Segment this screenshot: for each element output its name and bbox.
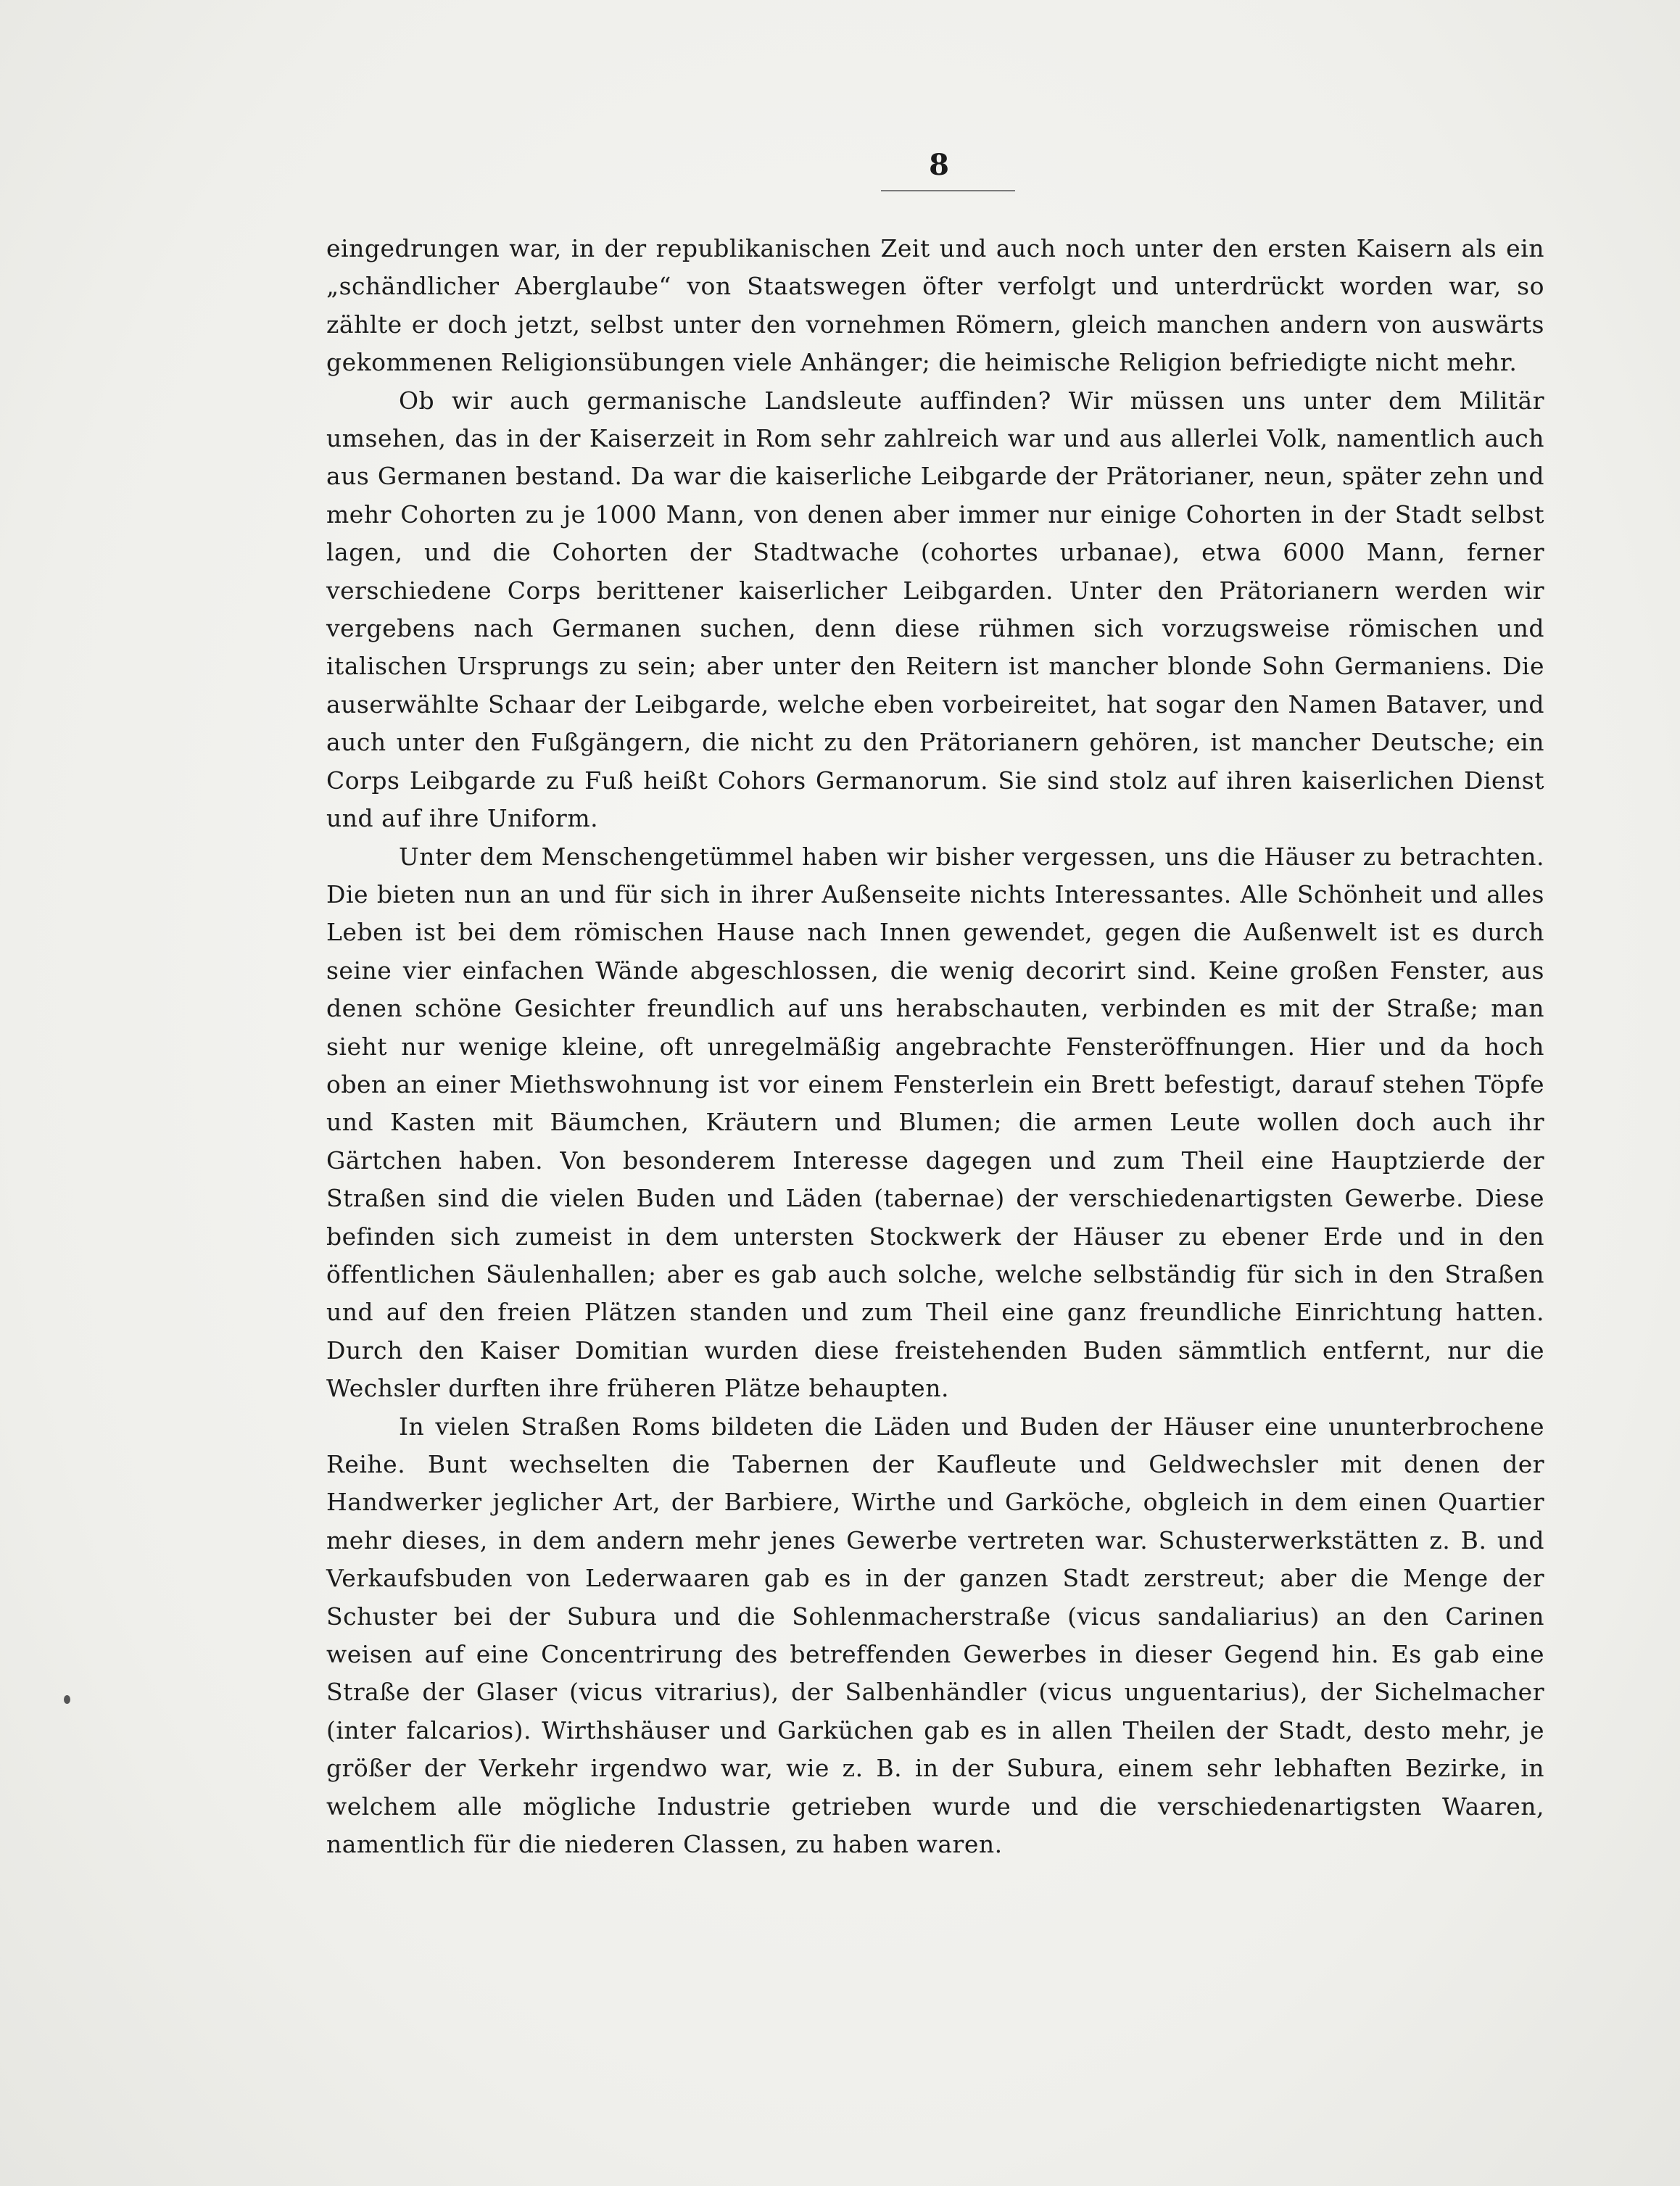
paragraph-continued: eingedrungen war, in der republikanischen Zeit und auch noch unter den ersten Kaisern als ein „schändlicher Aberglaube“ von Staatswegen öfter verfolgt und unterdrückt worden war, so zählte er doch jetzt, selbst unter den vornehmen Römern, gleich manchen andern von auswärts gekommenen Religionsübungen viele Anhänger; die heimische Religion befriedigte nicht mehr.	[326, 234, 1544, 377]
page-number: 8	[929, 148, 949, 182]
paragraph-military: Ob wir auch germanische Landsleute auffinden? Wir müssen uns unter dem Militär umsehen, das in der Kaiserzeit in Rom sehr zahlreich war und aus allerlei Volk, namentlich auch aus Germanen bestand. Da war die kaiserliche Leibgarde der Prätorianer, neun, später zehn und mehr Cohorten zu je 1000 Mann, von denen aber immer nur einige Cohorten in der Stadt selbst lagen, und die Cohorten der Stadtwache (cohortes urbanae), etwa 6000 Mann, ferner verschiedene Corps berittener kaiserlicher Leibgarden. Unter den Prätorianern werden wir vergebens nach Germanen suchen, denn diese rühmen sich vorzugsweise römischen und italischen Ursprungs zu sein; aber unter den Reitern ist mancher blonde Sohn Germaniens. Die auserwählte Schaar der Leibgarde, welche eben vorbeireitet, hat sogar den Namen Bataver, und auch unter den Fußgängern, die nicht zu den Prätorianern gehören, ist mancher Deutsche; ein Corps Leibgarde zu Fuß heißt Cohors Germanorum. Sie sind stolz auf ihren kaiserlichen Dienst und auf ihre Uniform.	[326, 386, 1544, 833]
paragraph-shops: In vielen Straßen Roms bildeten die Läden und Buden der Häuser eine ununterbrochene Reihe. Bunt wechselten die Tabernen der Kaufleute und Geldwechsler mit denen der Handwerker jeglicher Art, der Barbiere, Wirthe und Garköche, obgleich in dem einen Quartier mehr dieses, in dem andern mehr jenes Gewerbe vertreten war. Schusterwerkstätten z. B. und Verkaufsbuden von Lederwaaren gab es in der ganzen Stadt zerstreut; aber die Menge der Schuster bei der Subura und die Sohlenmacherstraße (vicus sandaliarius) an den Carinen weisen auf eine Concentrirung des betreffenden Gewerbes in dieser Gegend hin. Es gab eine Straße der Glaser (vicus vitrarius), der Salbenhändler (vicus unguentarius), der Sichelmacher (inter falcarios). Wirthshäuser und Garküchen gab es in allen Theilen der Stadt, desto mehr, je größer der Verkehr irgendwo war, wie z. B. in der Subura, einem sehr lebhaften Bezirke, in welchem alle mögliche Industrie getrieben wurde und die verschiedenartigsten Waaren, namentlich für die niederen Classen, zu haben waren.	[326, 1412, 1544, 1859]
body-text	[326, 230, 1544, 1863]
page-number-rule	[881, 190, 1015, 191]
paragraph-houses: Unter dem Menschengetümmel haben wir bisher vergessen, uns die Häuser zu betrachten. Die bieten nun an und für sich in ihrer Außenseite nichts Interessantes. Alle Schönheit und alles Leben ist bei dem römischen Hause nach Innen gewendet, gegen die Außenwelt ist es durch seine vier einfachen Wände abgeschlossen, die wenig decorirt sind. Keine großen Fenster, aus denen schöne Gesichter freundlich auf uns herabschauten, verbinden es mit der Straße; man sieht nur wenige kleine, oft unregelmäßig angebrachte Fensteröffnungen. Hier und da hoch oben an einer Miethswohnung ist vor einem Fensterlein ein Brett befestigt, darauf stehen Töpfe und Kasten mit Bäumchen, Kräutern und Blumen; die armen Leute wollen doch auch ihr Gärtchen haben. Von besonderem Interesse dagegen und zum Theil eine Hauptzierde der Straßen sind die vielen Buden und Läden (tabernae) der verschiedenartigsten Gewerbe. Diese befinden sich zumeist in dem untersten Stockwerk der Häuser zu ebener Erde und in den öffentlichen Säulenhallen; aber es gab auch solche, welche selbständig für sich in den Straßen und auf den freien Plätzen standen und zum Theil eine ganz freundliche Einrichtung hatten. Durch den Kaiser Domitian wurden diese freistehenden Buden sämmtlich entfernt, nur die Wechsler durften ihre früheren Plätze behaupten.	[326, 842, 1544, 1403]
paper-speck	[64, 1695, 70, 1704]
